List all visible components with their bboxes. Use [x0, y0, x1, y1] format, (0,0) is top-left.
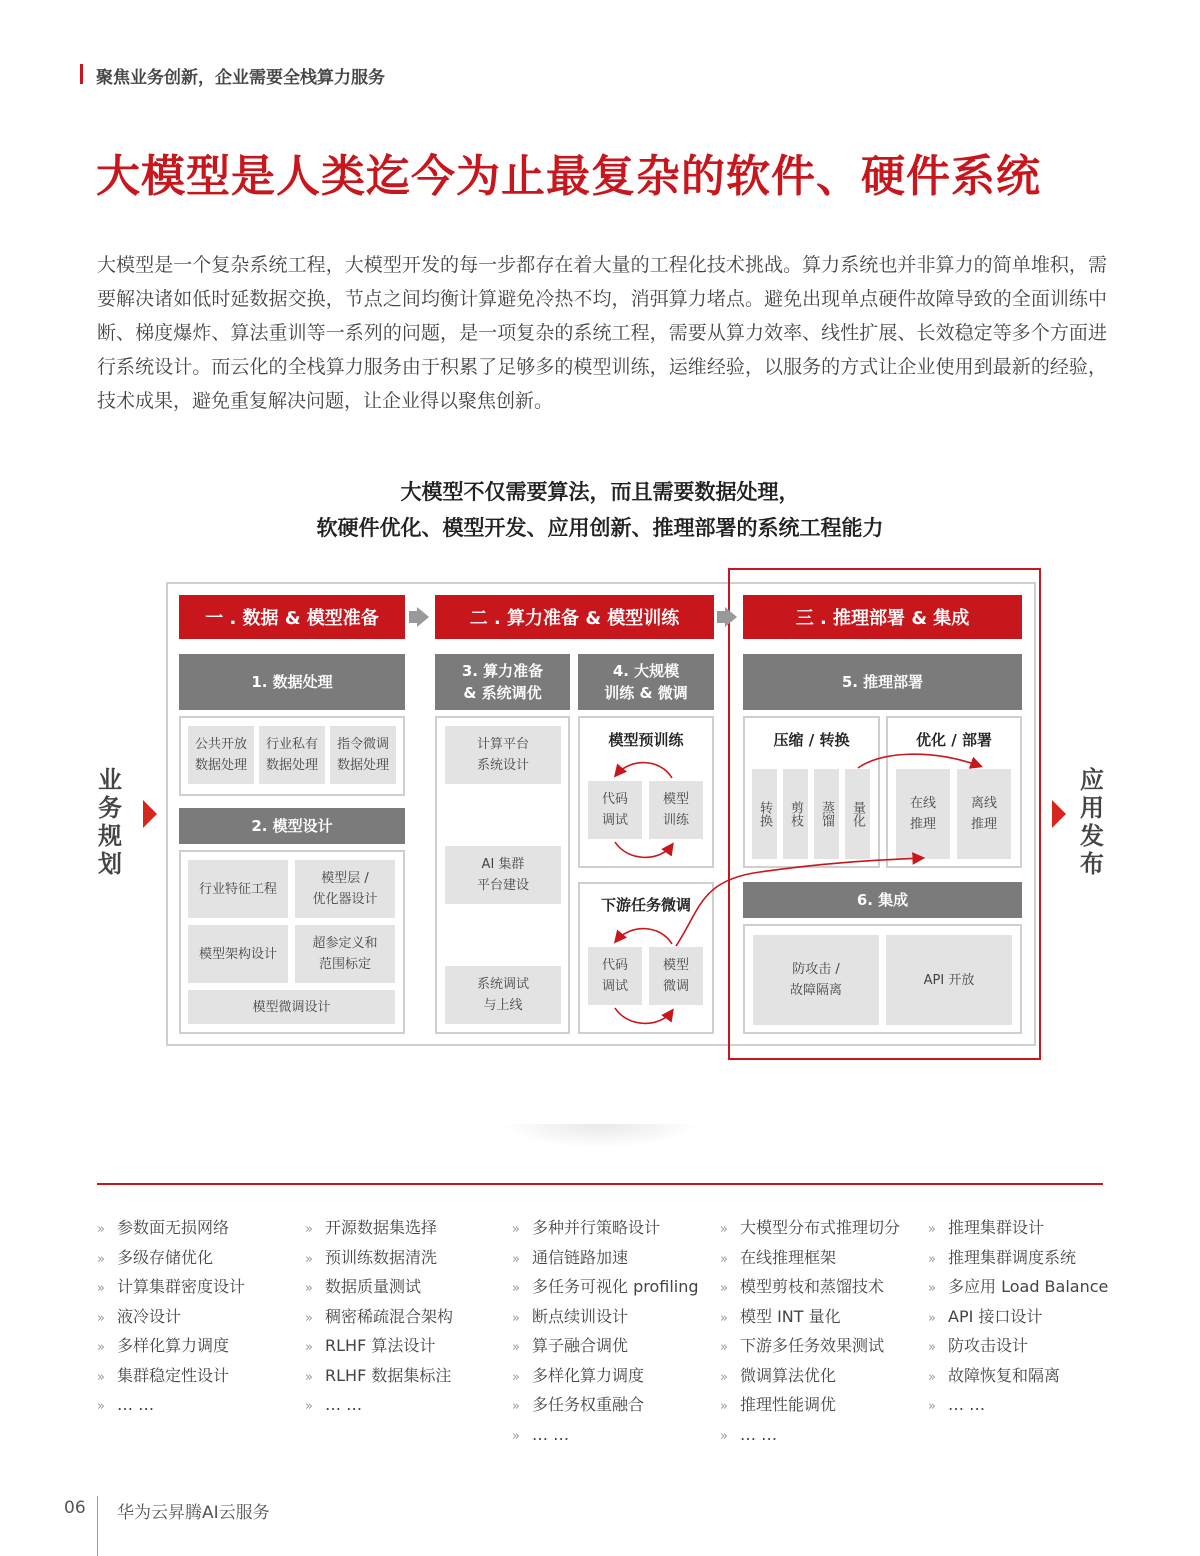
integration-cell-attack-isolation: 防攻击 / 故障隔离 — [753, 935, 879, 1025]
list-item-text: 在线推理框架 — [740, 1247, 837, 1267]
list-item — [97, 1214, 245, 1244]
section-marker — [80, 64, 83, 84]
list-item — [928, 1362, 1108, 1392]
bullet-icon: » — [512, 1222, 520, 1237]
bullet-icon: » — [305, 1369, 313, 1385]
bullet-icon: » — [720, 1399, 728, 1414]
list-item — [512, 1362, 699, 1392]
section-divider — [97, 1183, 1103, 1185]
finetune-cell-finetune: 模型 微调 — [649, 947, 703, 1005]
data-cell-public: 公共开放 数据处理 — [188, 726, 254, 784]
list-item-text: 多种并行策略设计 — [532, 1218, 661, 1237]
list-item-text: 故障恢复和隔离 — [948, 1365, 1061, 1385]
compress-cell-prune: 剪枝 — [783, 769, 808, 859]
list-item — [720, 1214, 900, 1244]
bullet-icon: » — [305, 1251, 313, 1267]
diagram-caption-line-1: 大模型不仅需要算法，而且需要数据处理， — [400, 480, 800, 504]
list-item-text: 推理集群设计 — [948, 1218, 1045, 1237]
list-item-text: … … — [325, 1395, 363, 1414]
compress-cell-quantize: 量化 — [845, 769, 870, 859]
list-item — [97, 1362, 245, 1392]
list-item-text: … … — [948, 1395, 986, 1414]
bullet-icon: » — [928, 1340, 936, 1355]
list-item — [512, 1391, 699, 1421]
finetune-title: 下游任务微调 — [600, 896, 691, 914]
bullet-icon: » — [97, 1251, 105, 1267]
pretrain-cell-train: 模型 训练 — [649, 781, 703, 839]
list-item — [928, 1303, 1108, 1333]
list-item-text: 通信链路加速 — [532, 1247, 629, 1267]
list-item-text: 推理集群调度系统 — [948, 1247, 1077, 1267]
list-item — [97, 1244, 245, 1274]
right-label-app-release: 应用发布 — [1080, 766, 1104, 878]
bullet-icon: » — [928, 1222, 936, 1237]
list-item — [720, 1273, 900, 1303]
list-item-text: 多任务可视化 profiling — [532, 1277, 699, 1296]
right-arrow-icon — [1052, 800, 1066, 828]
phase-arrow-2-stem — [717, 611, 725, 623]
bullet-icon: » — [512, 1340, 520, 1355]
list-column-2 — [305, 1214, 453, 1421]
list-item — [305, 1214, 453, 1244]
data-cell-instruction: 指令微调 数据处理 — [330, 726, 396, 784]
phase-arrow-2-icon — [725, 607, 737, 627]
list-item-text: 断点续训设计 — [532, 1306, 629, 1326]
data-cell-private: 行业私有 数据处理 — [259, 726, 325, 784]
list-item-text: RLHF 算法设计 — [325, 1336, 436, 1355]
bullet-icon: » — [512, 1399, 520, 1414]
list-item-text: 微调算法优化 — [740, 1365, 837, 1385]
list-item — [720, 1421, 900, 1451]
page-title: 大模型是人类迄今为止最复杂的软件、硬件系统 — [96, 151, 1041, 202]
integration-cell-api-open: API 开放 — [886, 935, 1012, 1025]
bullet-icon: » — [305, 1340, 313, 1355]
compress-cell-distill: 蒸馏 — [814, 769, 839, 859]
list-item-text: 模型 INT 量化 — [740, 1306, 841, 1326]
list-item — [97, 1332, 245, 1362]
step5-inference-deploy: 5. 推理部署 — [743, 654, 1022, 710]
bullet-icon: » — [720, 1222, 728, 1237]
bullet-icon: » — [305, 1399, 313, 1414]
finetune-cell-debug: 代码 调试 — [588, 947, 642, 1005]
compress-title: 压缩 / 转换 — [773, 731, 850, 749]
bullet-icon: » — [720, 1310, 728, 1326]
list-item-text: API 接口设计 — [948, 1306, 1043, 1326]
deploy-title: 优化 / 部署 — [916, 731, 992, 749]
list-item — [512, 1214, 699, 1244]
list-item — [928, 1273, 1108, 1303]
compute-cell-platform-design: 计算平台 系统设计 — [445, 726, 561, 784]
list-item — [928, 1214, 1108, 1244]
model-cell-layer-optimizer: 模型层 / 优化器设计 — [295, 860, 395, 918]
bullet-icon: » — [928, 1310, 936, 1326]
bullet-icon: » — [512, 1310, 520, 1326]
list-item — [928, 1244, 1108, 1274]
deploy-cell-offline: 离线 推理 — [957, 769, 1011, 859]
list-item — [512, 1273, 699, 1303]
bullet-icon: » — [928, 1281, 936, 1296]
bullet-icon: » — [720, 1281, 728, 1296]
bullet-icon: » — [720, 1251, 728, 1267]
model-cell-finetune-design: 模型微调设计 — [188, 990, 395, 1024]
phase3-header: 三 . 推理部署 & 集成 — [743, 595, 1022, 639]
bullet-icon: » — [97, 1222, 105, 1237]
list-item — [720, 1391, 900, 1421]
model-cell-architecture: 模型架构设计 — [188, 925, 288, 983]
list-item-text: 参数面无损网络 — [117, 1218, 230, 1237]
bullet-icon: » — [305, 1281, 313, 1296]
list-item — [305, 1273, 453, 1303]
list-item-text: 大模型分布式推理切分 — [740, 1218, 901, 1237]
phase-arrow-1-icon — [417, 607, 429, 627]
step4-large-scale-training: 4. 大规模 训练 & 微调 — [578, 654, 714, 710]
list-column-1 — [97, 1214, 245, 1421]
compress-cell-convert: 转换 — [752, 769, 777, 859]
list-item — [305, 1244, 453, 1274]
list-item — [512, 1244, 699, 1274]
step6-integration: 6. 集成 — [743, 882, 1022, 918]
bullet-icon: » — [512, 1251, 520, 1267]
bullet-icon: » — [97, 1399, 105, 1414]
pretrain-title: 模型预训练 — [608, 731, 684, 749]
footer-divider — [97, 1496, 98, 1556]
list-item-text: 开源数据集选择 — [325, 1218, 438, 1237]
list-item — [928, 1332, 1108, 1362]
list-item-text: 多样化算力调度 — [532, 1365, 645, 1385]
list-item-text: 下游多任务效果测试 — [740, 1336, 885, 1355]
deploy-cell-online: 在线 推理 — [896, 769, 950, 859]
step3-compute-prep: 3. 算力准备 & 系统调优 — [435, 654, 570, 710]
list-item — [928, 1391, 1108, 1421]
bullet-icon: » — [512, 1428, 520, 1444]
list-item-text: 集群稳定性设计 — [117, 1365, 230, 1385]
list-item-text: 推理性能调优 — [740, 1395, 837, 1414]
list-column-5 — [928, 1214, 1108, 1421]
list-item-text: … … — [740, 1424, 778, 1444]
list-item-text: 液冷设计 — [117, 1306, 182, 1326]
section-title: 聚焦业务创新，企业需要全栈算力服务 — [96, 68, 385, 88]
bullet-icon: » — [512, 1369, 520, 1385]
list-item-text: 计算集群密度设计 — [117, 1277, 246, 1296]
bullet-icon: » — [928, 1369, 936, 1385]
list-item-text: 稠密稀疏混合架构 — [325, 1306, 454, 1326]
list-item — [305, 1362, 453, 1392]
list-item — [720, 1332, 900, 1362]
page-number: 06 — [64, 1498, 86, 1518]
model-cell-feature-engineering: 行业特征工程 — [188, 860, 288, 918]
bullet-icon: » — [305, 1310, 313, 1326]
diagram-shadow — [500, 1124, 700, 1148]
list-item-text: … … — [532, 1424, 570, 1444]
list-column-4 — [720, 1214, 900, 1450]
left-arrow-icon — [143, 800, 157, 828]
footer-brand: 华为云昇腾AI云服务 — [117, 1503, 270, 1523]
list-item — [720, 1303, 900, 1333]
bullet-icon: » — [97, 1340, 105, 1355]
list-item-text: 多应用 Load Balance — [948, 1277, 1109, 1296]
step1-data-processing: 1. 数据处理 — [179, 654, 405, 710]
list-item — [512, 1421, 699, 1451]
model-cell-hyperparams: 超参定义和 范围标定 — [295, 925, 395, 983]
list-item-text: RLHF 数据集标注 — [325, 1365, 452, 1385]
list-item — [720, 1244, 900, 1274]
bullet-icon: » — [720, 1428, 728, 1444]
bullet-icon: » — [97, 1281, 105, 1296]
list-item-text: 算子融合调优 — [532, 1336, 629, 1355]
bullet-icon: » — [928, 1399, 936, 1414]
bullet-icon: » — [512, 1281, 520, 1296]
bullet-icon: » — [720, 1340, 728, 1355]
compute-cell-ai-cluster: AI 集群 平台建设 — [445, 846, 561, 904]
list-item — [97, 1391, 245, 1421]
list-item-text: 多样化算力调度 — [117, 1336, 230, 1355]
list-item-text: 预训练数据清洗 — [325, 1247, 438, 1267]
list-item-text: 多级存储优化 — [117, 1247, 214, 1267]
list-item-text: 数据质量测试 — [325, 1277, 422, 1296]
diagram-caption-line-2: 软硬件优化、模型开发、应用创新、推理部署的系统工程能力 — [316, 516, 884, 540]
bullet-icon: » — [928, 1251, 936, 1267]
list-item — [305, 1391, 453, 1421]
list-item-text: 模型剪枝和蒸馏技术 — [740, 1277, 885, 1296]
list-item — [512, 1332, 699, 1362]
list-item-text: 防攻击设计 — [948, 1336, 1029, 1355]
phase1-header: 一 . 数据 & 模型准备 — [179, 595, 405, 639]
phase-arrow-1-stem — [409, 611, 417, 623]
bullet-icon: » — [97, 1310, 105, 1326]
list-item — [97, 1303, 245, 1333]
list-item-text: … … — [117, 1395, 155, 1414]
pretrain-cell-debug: 代码 调试 — [588, 781, 642, 839]
list-item — [720, 1362, 900, 1392]
bullet-icon: » — [305, 1222, 313, 1237]
list-item — [512, 1303, 699, 1333]
list-item — [305, 1303, 453, 1333]
list-item — [305, 1332, 453, 1362]
intro-paragraph: 大模型是一个复杂系统工程，大模型开发的每一步都存在着大量的工程化技术挑战。算力系统也并非算力的简单堆积，需要解决诸如低时延数据交换，节点之间均衡计算避免冷热不均，消弭算力堵点。避免出现单点硬件故障导致的全面训练中断、梯度爆炸、算法重训等一系列的问题，是一项复杂的系统工程，需要从算力效率、线性扩展、长效稳定等多个方面进行系统设计。而云化的全栈算力服务由于积累了足够多的模型训练，运维经验，以服务的方式让企业使用到最新的经验，技术成果，避免重复解决问题，让企业得以聚焦创新。 — [97, 254, 1107, 412]
list-column-3 — [512, 1214, 699, 1450]
compute-cell-debug-launch: 系统调试 与上线 — [445, 966, 561, 1024]
left-label-business-planning: 业务规划 — [98, 766, 122, 878]
step2-model-design: 2. 模型设计 — [179, 808, 405, 844]
list-item — [97, 1273, 245, 1303]
bullet-icon: » — [97, 1369, 105, 1385]
list-item-text: 多任务权重融合 — [532, 1395, 645, 1414]
bullet-icon: » — [720, 1369, 728, 1385]
phase2-header: 二 . 算力准备 & 模型训练 — [435, 595, 714, 639]
